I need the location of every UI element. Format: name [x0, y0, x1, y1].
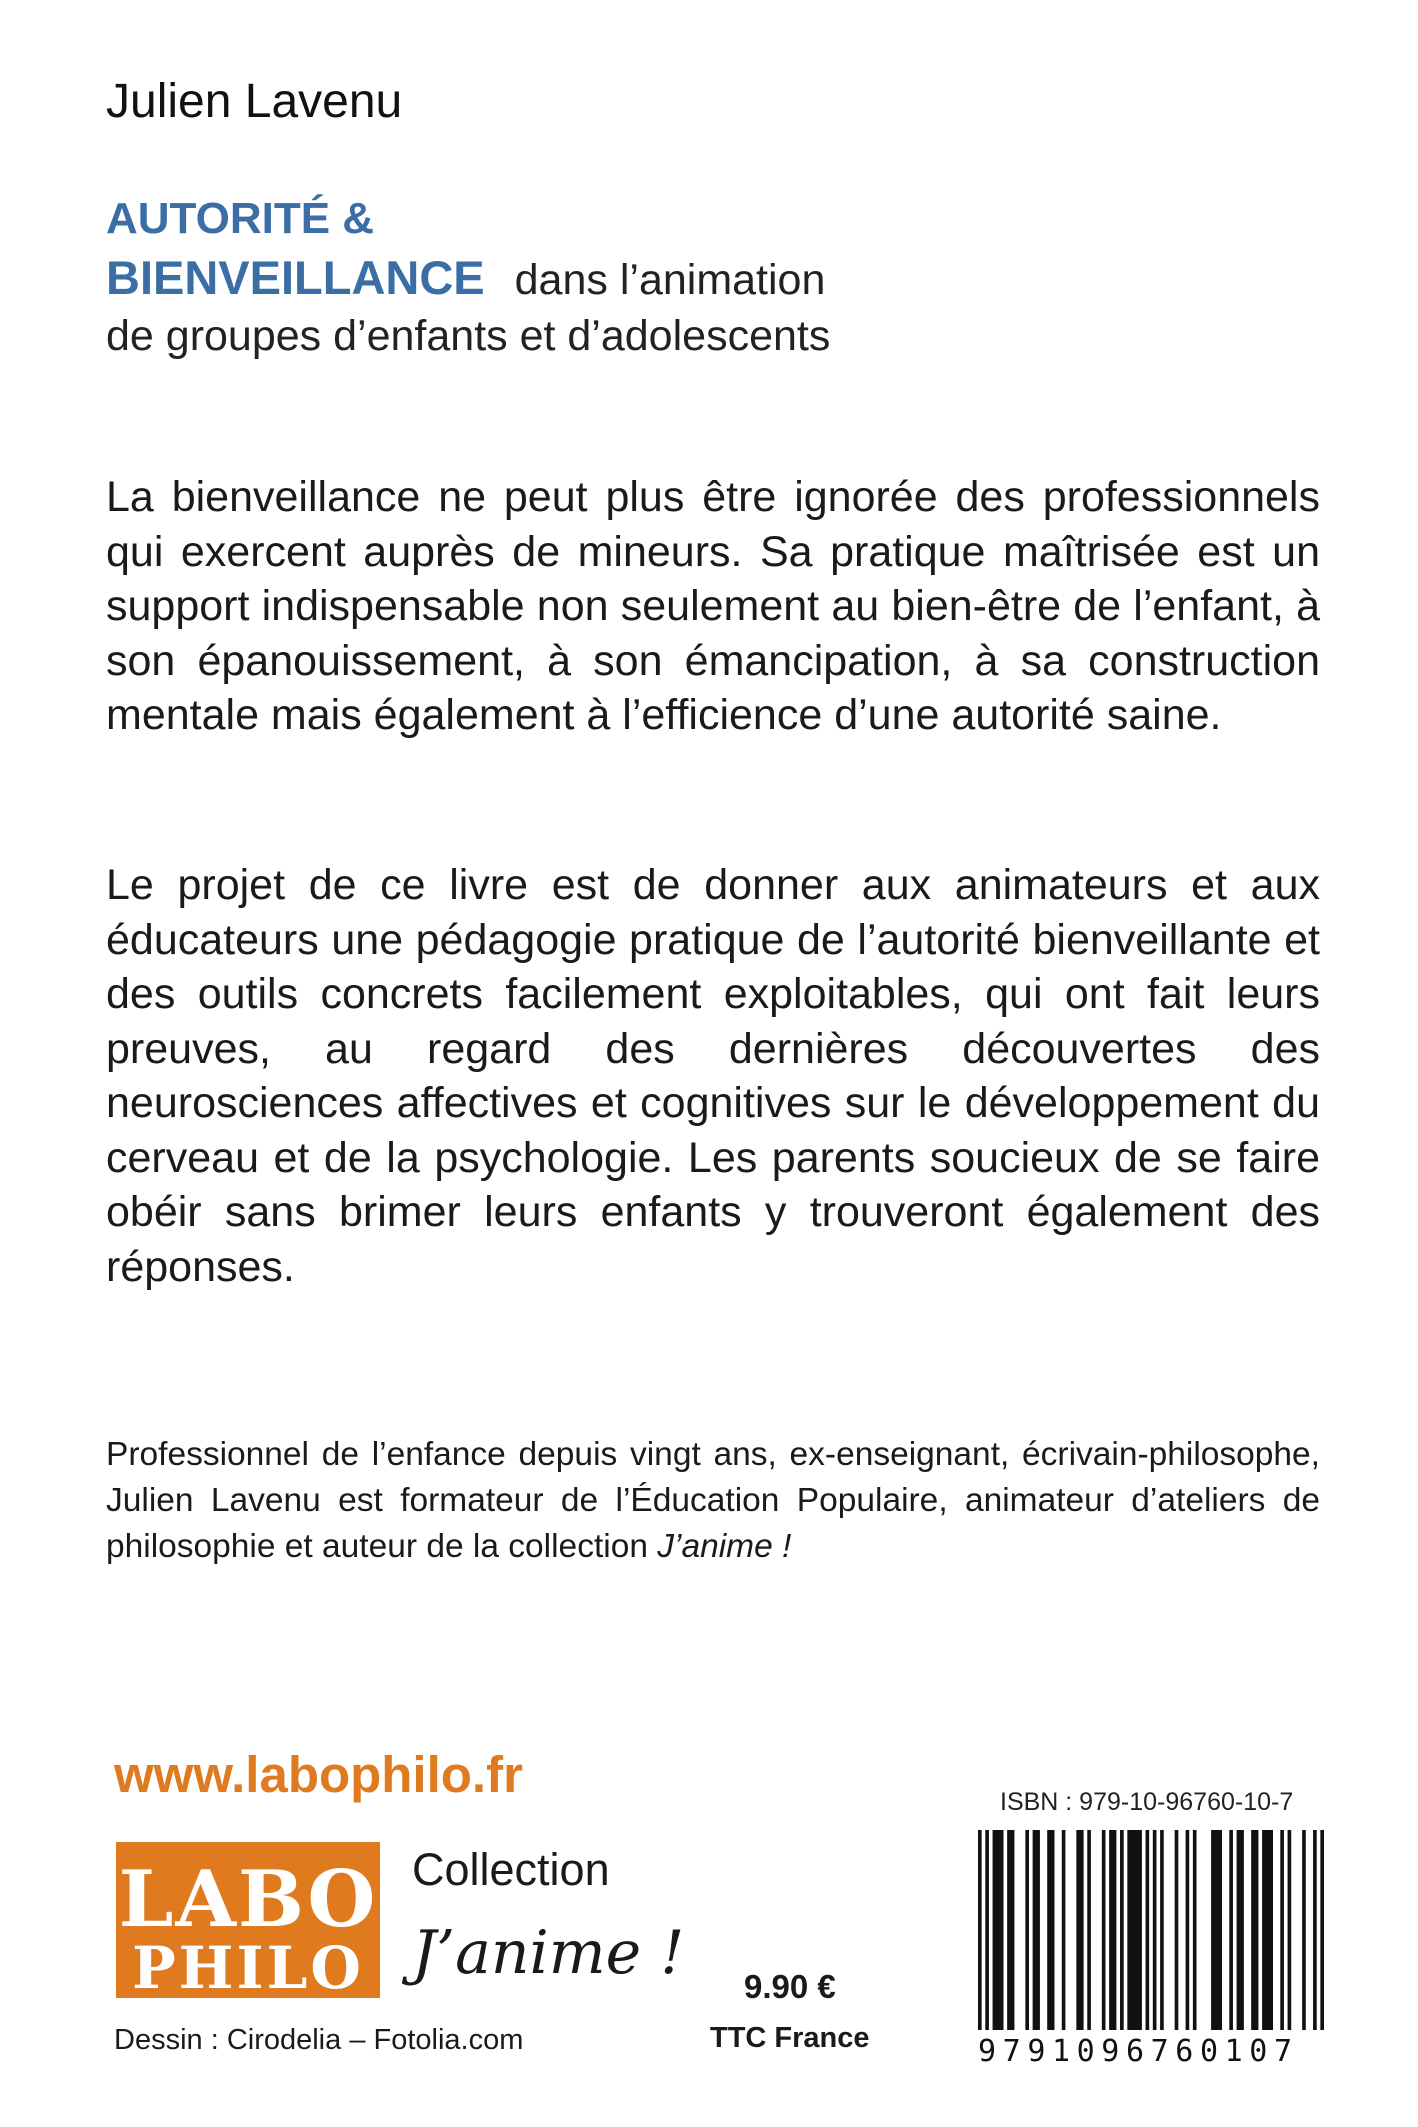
barcode-digits: 9791096760107 — [978, 2034, 1299, 2069]
book-subtitle-part1: dans l’animation — [514, 256, 826, 304]
barcode-bar — [1062, 1830, 1066, 2030]
barcode-bar — [1320, 1830, 1324, 2030]
barcode-bar — [1262, 1830, 1273, 2030]
author-name: Julien Lavenu — [106, 75, 403, 128]
illustration-credit: Dessin : Cirodelia – Fotolia.com — [114, 2024, 524, 2056]
book-title-line2 — [106, 250, 825, 305]
collection-name: J’anime ! — [412, 1918, 685, 1988]
logo-text-bottom: PHILO — [132, 1934, 364, 1998]
barcode-bar — [978, 1830, 982, 2030]
barcode-bar — [1280, 1830, 1284, 2030]
author-bio-collection: J’anime ! — [657, 1528, 792, 1565]
barcode-bar — [1237, 1830, 1244, 2030]
blurb-paragraph-1: La bienveillance ne peut plus être ignorée des professionnels qui exercent auprès de mineurs. Sa pratique maîtrisée est un support indispensable non seulement au bien-être de l’enfant, à son épanouissement, à son émancipation, à sa construction mentale mais également à l’efficience d’une autorité saine. — [106, 473, 1320, 739]
price-note: TTC France — [710, 2022, 870, 2054]
barcode-bar — [1229, 1830, 1233, 2030]
barcode-bar — [1025, 1830, 1029, 2030]
website-link[interactable]: www.labophilo.fr — [114, 1746, 523, 1803]
isbn-number: ISBN : 979-10-96760-10-7 — [1000, 1788, 1294, 1816]
barcode-bar — [993, 1830, 1004, 2030]
barcode-bar — [1160, 1830, 1164, 2030]
barcode-bar — [1146, 1830, 1150, 2030]
barcode-bar — [1313, 1830, 1317, 2030]
barcode-bar — [1186, 1830, 1190, 2030]
barcode-bar — [1211, 1830, 1222, 2030]
author-bio-text: Professionnel de l’enfance depuis vingt ans, ex-enseignant, écrivain-philosophe, Julien Lavenu est formateur de l’Éducation Populaire, animateur d’ateliers de philosophie et auteur de la collection — [106, 1436, 1320, 1565]
blurb-paragraph-2: Le projet de ce livre est de donner aux animateurs et aux éducateurs une pédagogie pratique de l’autorité bienveillante et des outils concrets facilement exploitables, qui ont fait leurs preuves, au regard des dernières découvertes des neurosciences affectives et cognitives sur le développement du cerveau et de la psychologie. Les parents soucieux de se faire obéir sans brimer leurs enfants y trouveront également des réponses. — [106, 861, 1320, 1291]
barcode-bar — [1047, 1830, 1054, 2030]
barcode-bar — [1033, 1830, 1040, 2030]
barcode-bar — [1102, 1830, 1106, 2030]
collection-label: Collection — [412, 1844, 610, 1895]
barcode-bar — [1109, 1830, 1116, 2030]
author-bio — [106, 1432, 1320, 1570]
book-title-line1: AUTORITÉ & — [106, 194, 375, 243]
book-title-bold: BIENVEILLANCE — [106, 251, 485, 304]
barcode-bar — [1251, 1830, 1258, 2030]
barcode-bar — [1288, 1830, 1292, 2030]
barcode-bar — [1175, 1830, 1179, 2030]
price: 9.90 € — [744, 1968, 836, 2005]
barcode-bar — [1007, 1830, 1014, 2030]
labo-philo-logo — [116, 1842, 380, 1998]
barcode-bar — [1127, 1830, 1142, 2030]
barcode-bar — [1076, 1830, 1083, 2030]
barcode-bar — [1153, 1830, 1157, 2030]
barcode-bar — [1120, 1830, 1124, 2030]
barcode-bar — [1302, 1830, 1306, 2030]
barcode-bar — [1193, 1830, 1197, 2030]
logo-text-top: LABO — [118, 1854, 378, 1945]
book-subtitle-part2: de groupes d’enfants et d’adolescents — [106, 312, 831, 360]
barcode-bar — [1087, 1830, 1091, 2030]
barcode-bar — [985, 1830, 989, 2030]
barcode — [978, 1830, 1324, 2040]
